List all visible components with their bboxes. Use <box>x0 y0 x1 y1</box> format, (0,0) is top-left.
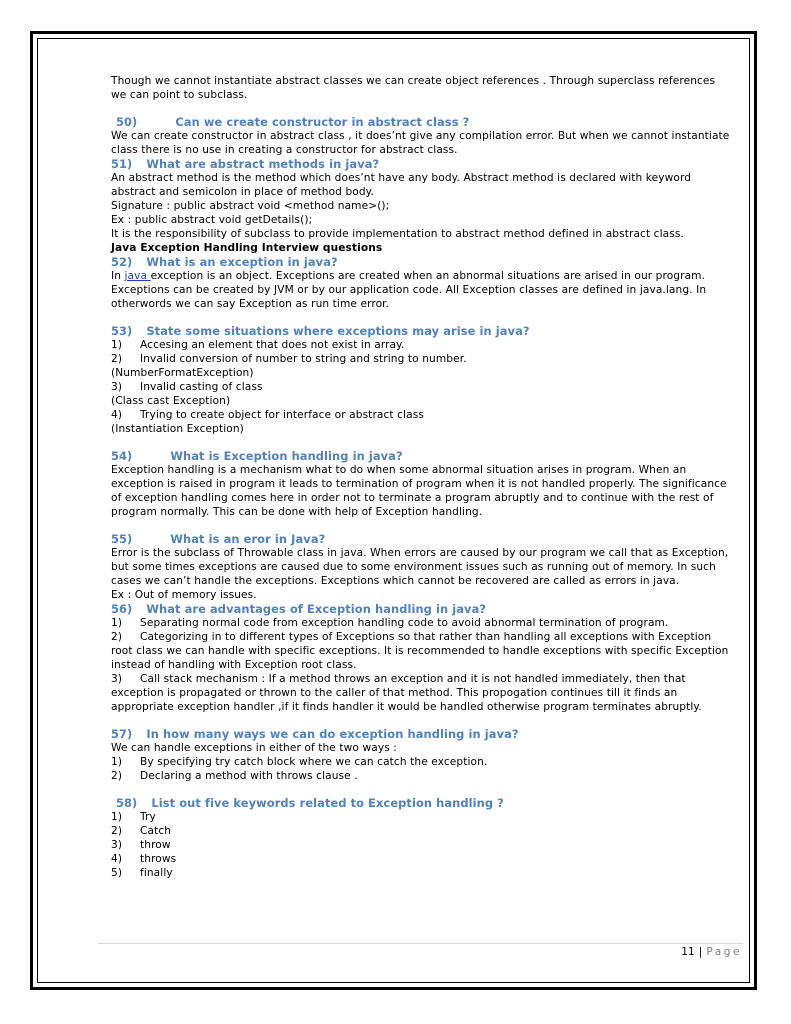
question-56-heading <box>111 602 733 616</box>
question-52-heading <box>111 255 733 269</box>
question-52-rest: exception is an object. Exceptions are created when an abnormal situations are arised in our program. Exceptions can be created by JVM or by our application code. All Exception classes are defined in java.lang. In otherwords we can say Exception as run time error. <box>111 270 707 310</box>
list-item-note: (Class cast Exception) <box>111 395 231 407</box>
list-item-text: Call stack mechanism : If a method throws an exception and it is not handled immediately, then that exception is propagated or thrown to the caller of that method. This propogation continues till it finds an appropriate exception handler ,if it finds handler it would be handled otherwise program terminates abruptly. <box>111 673 702 713</box>
question-50-title: Can we create constructor in abstract class ? <box>175 115 470 129</box>
list-item <box>111 630 733 672</box>
list-item <box>111 810 733 824</box>
question-54-number: 54) <box>111 449 133 463</box>
list-item-text: Invalid conversion of number to string and string to number. <box>140 353 467 365</box>
list-item <box>111 352 733 366</box>
list-item-text: Try <box>140 811 156 823</box>
list-item-text: finally <box>140 867 173 879</box>
question-51-answer <box>111 171 733 241</box>
question-55-heading <box>111 532 733 546</box>
question-51-line: Signature : public abstract void <method name>(); <box>111 200 390 212</box>
list-item-number: 2) <box>111 825 123 837</box>
list-item <box>111 338 733 352</box>
question-55-title: What is an eror in Java? <box>170 532 326 546</box>
list-item <box>111 769 733 783</box>
question-58-heading <box>111 796 733 810</box>
list-item-text: Trying to create object for interface or abstract class <box>140 409 424 421</box>
list-item <box>111 838 733 852</box>
question-51-line: It is the responsibility of subclass to provide implementation to abstract method defined in abstract class. <box>111 228 684 240</box>
document-body <box>111 74 733 880</box>
list-item-number: 3) <box>111 839 123 851</box>
list-item-note: (Instantiation Exception) <box>111 423 244 435</box>
list-item-number: 2) <box>111 353 123 365</box>
question-50-heading <box>111 115 733 129</box>
question-51-line: An abstract method is the method which does’nt have any body. Abstract method is declared with keyword abstract and semicolon in place of method body. <box>111 172 692 198</box>
list-item-number: 1) <box>111 811 123 823</box>
question-57-title: In how many ways we can do exception handling in java? <box>146 727 519 741</box>
question-51-number: 51) <box>111 157 133 171</box>
question-56-number: 56) <box>111 602 133 616</box>
list-item-text: Catch <box>140 825 172 837</box>
question-52-answer <box>111 269 733 311</box>
list-item-number: 2) <box>111 770 123 782</box>
list-item <box>111 866 733 880</box>
java-link[interactable]: java <box>124 270 151 282</box>
question-54-title: What is Exception handling in java? <box>170 449 403 463</box>
list-item-text: Categorizing in to different types of Exceptions so that rather than handling all exceptions with Exception root class we can handle with specific exceptions. It is recommended to handle exceptions with specific Exception instead of handling with Exception root class. <box>111 631 729 671</box>
intro-paragraph: Though we cannot instantiate abstract classes we can create object references . Through superclass references we can point to subclass. <box>111 75 716 101</box>
page-footer <box>681 946 742 958</box>
question-56-title: What are advantages of Exception handling in java? <box>146 602 487 616</box>
list-item-text: Separating normal code from exception handling code to avoid abnormal termination of program. <box>140 617 669 629</box>
question-58-number: 58) <box>116 796 138 810</box>
list-item-note: (NumberFormatException) <box>111 367 254 379</box>
question-51-heading <box>111 157 733 171</box>
list-item-number: 1) <box>111 339 123 351</box>
page-number: 11 <box>681 946 695 958</box>
list-item <box>111 616 733 630</box>
question-55-example: Ex : Out of memory issues. <box>111 589 257 601</box>
question-54-answer: Exception handling is a mechanism what to do when some abnormal situation arises in program. When an exception is raised in program it leads to termination of program when it is not handled properly. The significance of exception handling comes here in order not to terminate a program abruptly and to continue with the rest of program normally. This can be done with help of Exception handling. <box>111 464 727 518</box>
footer-separator: | <box>698 946 703 958</box>
list-item <box>111 380 733 394</box>
question-57-number: 57) <box>111 727 133 741</box>
list-item-number: 5) <box>111 867 123 879</box>
page-label: Page <box>706 946 742 958</box>
list-item-text: Accesing an element that does not exist in array. <box>140 339 405 351</box>
question-56-list <box>111 616 733 714</box>
list-item-text: Declaring a method with throws clause . <box>140 770 358 782</box>
question-53-list <box>111 338 733 436</box>
list-item-text: throw <box>140 839 171 851</box>
question-53-heading <box>111 324 733 338</box>
question-52-number: 52) <box>111 255 133 269</box>
question-52-prefix: In <box>111 270 125 282</box>
list-item <box>111 755 733 769</box>
question-54-heading <box>111 449 733 463</box>
list-item-number: 4) <box>111 853 123 865</box>
list-item-text: throws <box>140 853 177 865</box>
list-item-number: 3) <box>111 673 123 685</box>
section-heading: Java Exception Handling Interview questions <box>111 242 383 254</box>
list-item <box>111 824 733 838</box>
question-57-intro: We can handle exceptions in either of the two ways : <box>111 742 397 754</box>
question-50-answer: We can create constructor in abstract class , it does’nt give any compilation error. But when we cannot instantiate class there is no use in creating a constructor for abstract class. <box>111 130 730 156</box>
question-58-title: List out five keywords related to Exception handling ? <box>151 796 504 810</box>
question-53-number: 53) <box>111 324 133 338</box>
question-55-answer: Error is the subclass of Throwable class in java. When errors are caused by our program we call that as Exception, but some times exceptions are caused due to some environment issues such as running out of memory. In such cases we can’t handle the exceptions. Exceptions which cannot be recovered are called as errors in java. <box>111 547 729 587</box>
question-51-title: What are abstract methods in java? <box>146 157 380 171</box>
list-item-text: By specifying try catch block where we can catch the exception. <box>140 756 488 768</box>
list-item <box>111 408 733 422</box>
list-item <box>111 672 733 714</box>
list-item-text: Invalid casting of class <box>140 381 263 393</box>
list-item-number: 1) <box>111 756 123 768</box>
list-item <box>111 852 733 866</box>
question-57-heading <box>111 727 733 741</box>
list-item-number: 2) <box>111 631 123 643</box>
question-55-number: 55) <box>111 532 133 546</box>
list-item-number: 1) <box>111 617 123 629</box>
footer-divider <box>98 943 743 944</box>
question-58-list <box>111 810 733 880</box>
question-52-title: What is an exception in java? <box>146 255 338 269</box>
list-item-number: 4) <box>111 409 123 421</box>
question-57-list <box>111 755 733 783</box>
question-50-number: 50) <box>116 115 138 129</box>
list-item-number: 3) <box>111 381 123 393</box>
question-51-line: Ex : public abstract void getDetails(); <box>111 214 313 226</box>
question-53-title: State some situations where exceptions may arise in java? <box>146 324 530 338</box>
